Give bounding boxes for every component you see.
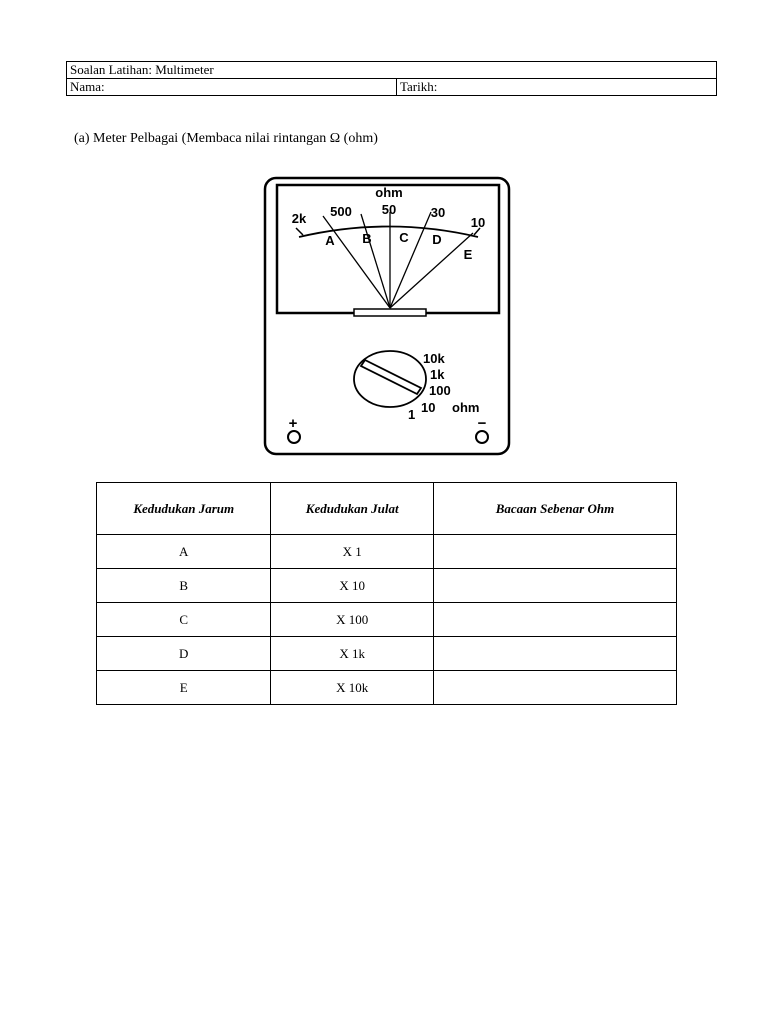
positive-terminal[interactable] — [288, 431, 300, 443]
needle-line-b — [361, 214, 390, 308]
scale-label-500: 500 — [330, 204, 352, 219]
scale-label-50: 50 — [381, 202, 397, 217]
answer-table-header — [97, 483, 677, 535]
scale-unit-label: ohm — [375, 185, 403, 200]
question-text: (a) Meter Pelbagai (Membaca nilai rintangan Ω (ohm) — [74, 131, 378, 146]
plus-sign: + — [288, 415, 298, 432]
scale-label-30: 30 — [430, 205, 446, 220]
needle-line-a — [323, 216, 390, 308]
header-info-row — [67, 79, 717, 96]
julat-cell: X 10 — [271, 569, 434, 603]
table-row — [97, 603, 677, 637]
needle-label-d: D — [432, 232, 442, 247]
needle-label-a: A — [325, 233, 335, 248]
range-label-10k: 10k — [423, 351, 445, 366]
needle-label-b: B — [362, 231, 372, 246]
julat-cell: X 1 — [271, 535, 434, 569]
range-label-100: 100 — [429, 383, 451, 398]
worksheet-title: Soalan Latihan: Multimeter — [67, 62, 717, 79]
julat-cell: X 1k — [271, 637, 434, 671]
scale-label-10: 10 — [470, 215, 486, 230]
scale-label-2k: 2k — [291, 211, 307, 226]
header-kedudukan-julat: Kedudukan Julat — [271, 483, 434, 535]
jarum-cell: B — [97, 569, 271, 603]
bacaan-input-cell[interactable] — [433, 603, 676, 637]
range-label-1k: 1k — [430, 367, 445, 382]
jarum-cell: C — [97, 603, 271, 637]
table-row — [97, 637, 677, 671]
bacaan-input-cell[interactable] — [433, 671, 676, 705]
range-label-1: 1 — [408, 407, 416, 422]
name-field[interactable]: Nama: — [67, 79, 397, 96]
bacaan-input-cell[interactable] — [433, 637, 676, 671]
header-bacaan-sebenar: Bacaan Sebenar Ohm — [433, 483, 676, 535]
bacaan-input-cell[interactable] — [433, 535, 676, 569]
table-row — [97, 535, 677, 569]
date-field[interactable]: Tarikh: — [397, 79, 717, 96]
bacaan-input-cell[interactable] — [433, 569, 676, 603]
answer-table — [96, 482, 677, 705]
julat-cell: X 10k — [271, 671, 434, 705]
minus-sign: − — [477, 415, 487, 432]
jarum-cell: D — [97, 637, 271, 671]
needle-label-e: E — [463, 247, 473, 262]
negative-terminal[interactable] — [476, 431, 488, 443]
header-table — [66, 61, 717, 96]
jarum-cell: E — [97, 671, 271, 705]
julat-cell: X 100 — [271, 603, 434, 637]
table-row — [97, 569, 677, 603]
table-row — [97, 671, 677, 705]
range-label-10: 10 — [421, 400, 436, 415]
scale-tick — [296, 228, 303, 235]
header-title-row — [67, 62, 717, 79]
needle-pivot — [354, 309, 426, 316]
jarum-cell: A — [97, 535, 271, 569]
header-kedudukan-jarum: Kedudukan Jarum — [97, 483, 271, 535]
multimeter-diagram — [263, 176, 511, 458]
needle-label-c: C — [399, 230, 409, 245]
range-unit-label: ohm — [452, 400, 480, 415]
range-selector-knob[interactable] — [361, 360, 421, 394]
